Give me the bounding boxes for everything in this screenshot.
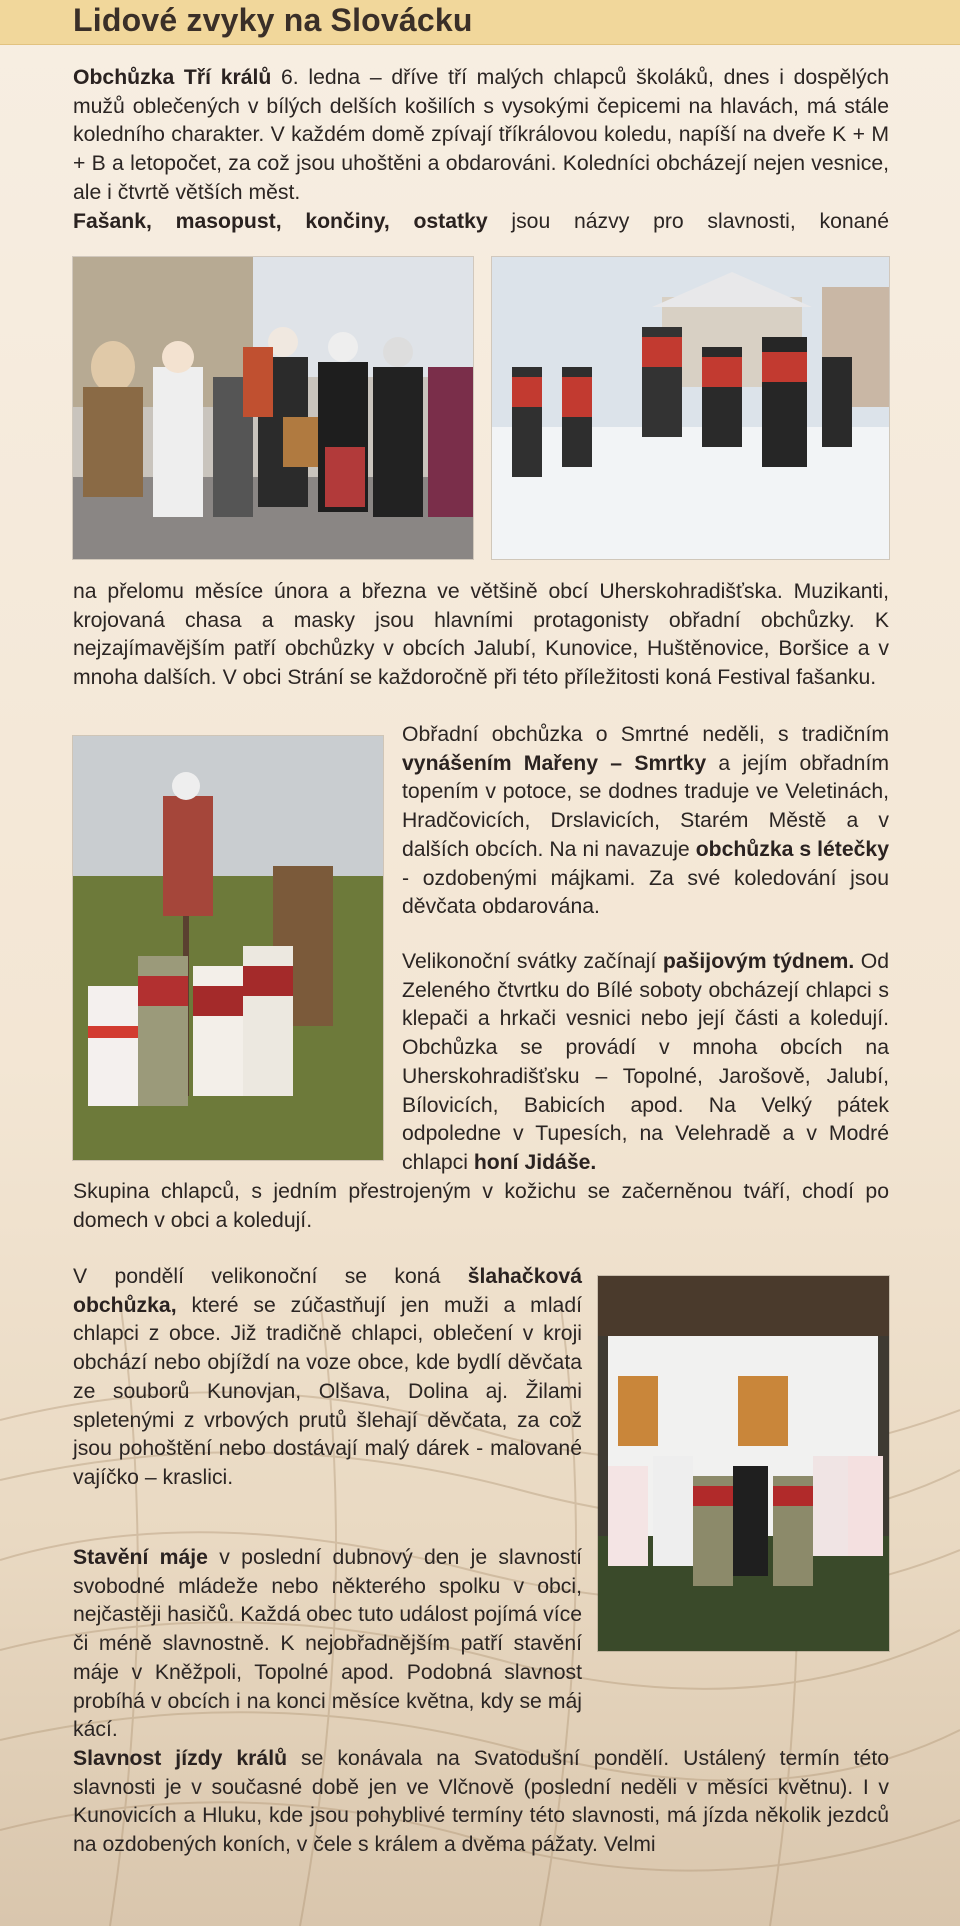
- paragraph-three-kings: Obchůzka Tří králů 6. ledna – dříve tří malých chlapců školáků, dnes i dospělých mužů oblečených v bílých delších košilích s vysokými čepicemi na hlavách, má stále koledního charakter. V každém domě zpívají tříkrálovou koledu, napíší na dveře K + M + B a letopočet, za což jsou uhoštěni a obdarováni. Koledníci obcházejí nejen vesnice, ale i čtvrtě větších měst.: [73, 66, 889, 204]
- paragraph-kings-ride: Slavnost jízdy králů se konávala na Svatodušní pondělí. Ustálený termín této slavnosti je v současné době jen ve Vlčnově (poslední neděli v měsíci květnu). I v Kunovicích a Hluku, kde jsou pohyblivé termíny této slavnosti, má jízda několik jezdců na ozdobených koních, v čele s králem a dvěma pážaty. Velmi: [73, 1747, 889, 1857]
- title-bar: [0, 0, 960, 45]
- heading-obchuzka-s-letecky: obchůzka s létečky: [695, 837, 889, 861]
- paragraph-easter-cont: Skupina chlapců, s jedním přestrojeným v kožichu se začerněnou tváří, chodí po domech v obci a koledují.: [73, 1180, 889, 1232]
- photo-carnival-masks: [73, 257, 473, 559]
- heading-honi-jidase: honí Jidáše.: [473, 1150, 597, 1174]
- heading-three-kings: Obchůzka Tří králů: [73, 66, 272, 89]
- photo-dancers-in-snow: [492, 257, 889, 559]
- paragraph-fasank: na přelomu měsíce února a března ve většině obcí Uherskohradišťska. Muzikanti, krojovaná chasa a masky jsou hlavními protagonisty obřadní obchůzky. K nejzajímavějším patří obchůzky v obcích Jalubí, Kunovice, Huštěnovice, Boršice a v mnoha dalších. V obci Strání se každoročně při této příležitosti koná Festival fašanku.: [73, 580, 889, 690]
- heading-slahackova-obchuzka: šlahačková obchůzka,: [73, 1265, 582, 1317]
- heading-marena-smrtka: vynášením Mařeny – Smrtky: [402, 751, 707, 775]
- heading-jizda-kralu: Slavnost jízdy králů: [73, 1747, 288, 1770]
- paragraph-smrtka: Obřadní obchůzka o Smrtné neděli, s tradičním vynášením Mařeny – Smrtky a jejím obřadním topením v potoce, se dodnes traduje ve Veletinách, Hradčovicích, Drslavicích, Starém Městě a v dalších obcích. Na ni navazuje obchůzka s létečky - ozdobenými májkami. Za své koledování jsou děvčata obdarována.: [402, 723, 889, 919]
- paragraph-whip: V pondělí velikonoční se koná šlahačková obchůzka, které se zúčastňují jen muži a mladí chlapci z obce. Již tradičně chlapci, oblečení v kroji obchází nebo objíždí na voze obce, kde bydlí děvčata ze souborů Kunovjan, Olšava, Dolina aj. Žilami spletenými z vrbových prutů šlehají děvčata, za což jsou pohoštění nebo dostávají malý dárek - malované vajíčko – kraslici.: [73, 1265, 582, 1489]
- photo-maypole-dance: [598, 1276, 889, 1651]
- paragraph-fasank-intro: Fašank, masopust, končiny, ostatky jsou názvy pro slavnosti, konané: [73, 210, 889, 233]
- photo-smrtka-girls: [73, 736, 383, 1160]
- heading-fasank: Fašank, masopust, končiny, ostatky: [73, 210, 488, 233]
- paragraph-easter: Velikonoční svátky začínají pašijovým týdnem. Od Zeleného čtvrtku do Bílé soboty obcházejí chlapci s klepači a hrkači vesnici nebo její části a koledují. Obchůzka se provádí v mnoha obcích na Uherskohradišťsku – Topolné, Jarošově, Jalubí, Bílovicích, Babicích apod. Na Velký pátek odpoledne v Tupesích, na Velehradě a v Modré chlapci honí Jidáše.: [402, 950, 890, 1174]
- paragraph-maypole: Stavění máje v poslední dubnový den je slavností svobodné mládeže nebo některého spolku v obci, nejčastěji hasičů. Každá obec tuto událost pojímá více či méně slavnostně. K nejobřadnějším patří stavění máje v Kněžpoli, Topolné apod. Podobná slavnost probíhá v obcích i na konci měsíce května, kdy se máj kácí.: [73, 1546, 583, 1742]
- heading-staveni-maje: Stavění máje: [73, 1546, 208, 1569]
- heading-pasijovy-tyden: pašijovým týdnem.: [662, 950, 855, 973]
- page-title: Lidové zvyky na Slovácku: [73, 2, 473, 38]
